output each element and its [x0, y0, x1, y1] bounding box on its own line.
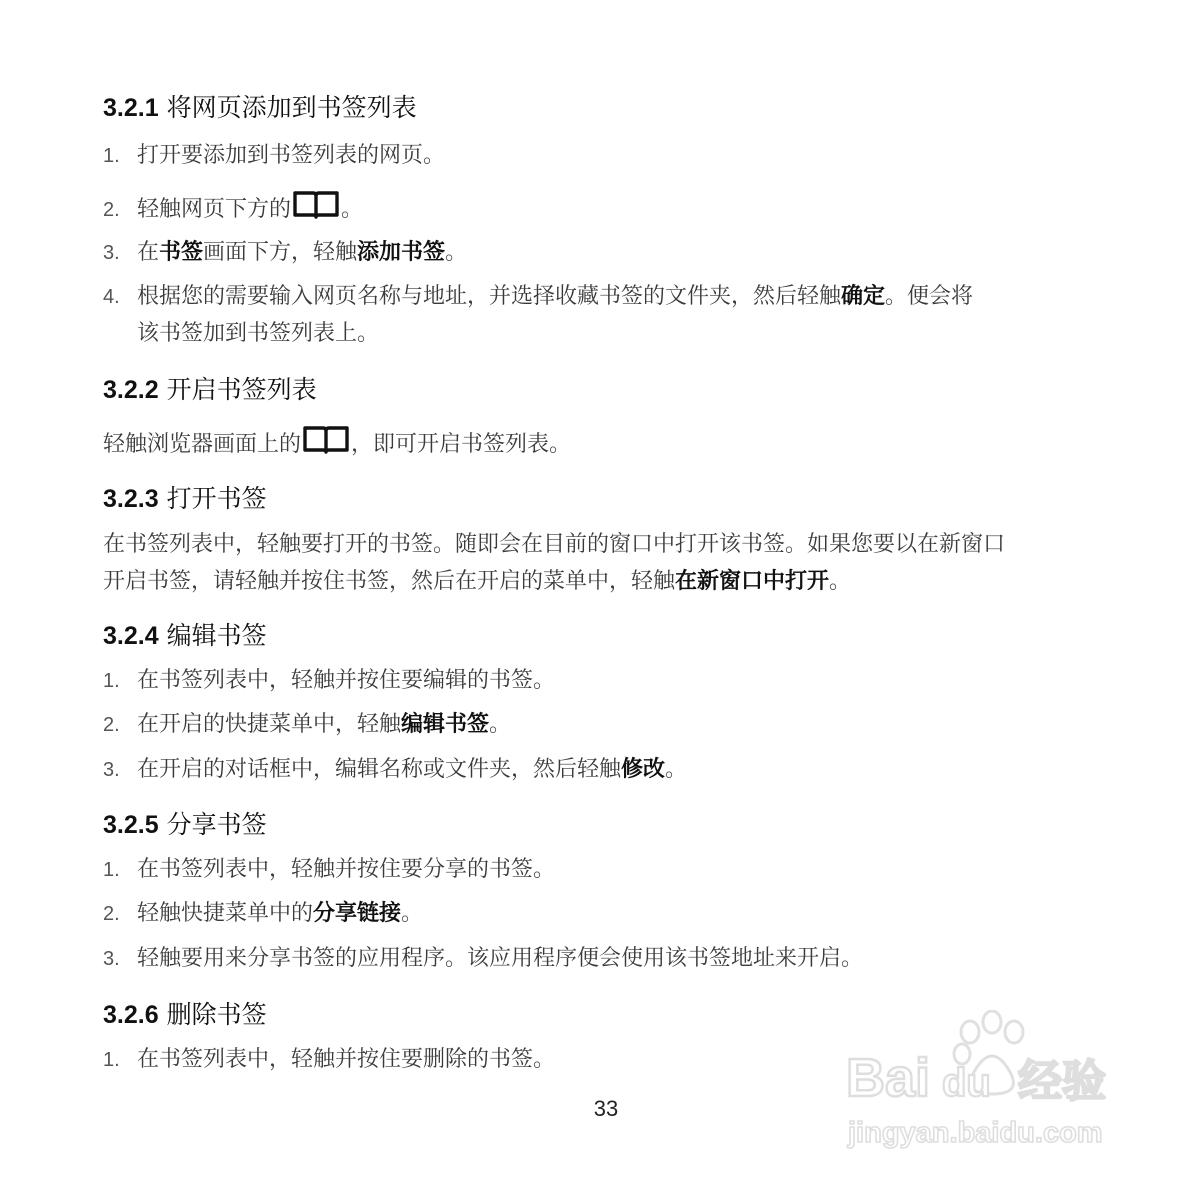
- list-item: 2. 在开启的快捷菜单中，轻触编辑书签。: [103, 712, 512, 737]
- section-heading-3-2-4: 3.2.4 编辑书签: [103, 621, 267, 650]
- section-heading-3-2-2: 3.2.2 开启书签列表: [103, 375, 317, 404]
- list-item: 2. 轻触网页下方的 。: [103, 189, 363, 227]
- list-item: 2. 轻触快捷菜单中的分享链接。: [103, 901, 424, 926]
- svg-text:Bai: Bai: [846, 1048, 931, 1108]
- list-item: 1. 打开要添加到书签列表的网页。: [103, 143, 446, 168]
- open-book-icon: [303, 424, 349, 454]
- list-item: 1. 在书签列表中，轻触并按住要编辑的书签。: [103, 668, 556, 693]
- svg-text:jingyan.baidu.com: jingyan.baidu.com: [848, 1117, 1103, 1149]
- list-item: 3. 轻触要用来分享书签的应用程序。该应用程序便会使用该书签地址来开启。: [103, 946, 864, 971]
- paragraph: 轻触浏览器画面上的 ，即可开启书签列表。: [103, 424, 571, 463]
- list-item: 3. 在书签画面下方，轻触添加书签。: [103, 240, 468, 265]
- svg-text:经验: 经验: [1018, 1056, 1106, 1107]
- list-item: 4. 根据您的需要输入网页名称与地址，并选择收藏书签的文件夹，然后轻触确定。便会将: [103, 284, 974, 309]
- baidu-jingyan-watermark-logo: [842, 1010, 1132, 1160]
- list-item: 1. 在书签列表中，轻触并按住要分享的书签。: [103, 857, 556, 882]
- open-book-icon: [293, 189, 339, 219]
- list-item: 1. 在书签列表中，轻触并按住要删除的书签。: [103, 1047, 556, 1072]
- svg-text:du: du: [942, 1061, 991, 1105]
- section-heading-3-2-6: 3.2.6 删除书签: [103, 1000, 267, 1029]
- section-heading-3-2-5: 3.2.5 分享书签: [103, 810, 267, 839]
- paragraph: 开启书签，请轻触并按住书签，然后在开启的菜单中，轻触在新窗口中打开。: [103, 569, 852, 594]
- list-item-continuation: 该书签加到书签列表上。: [137, 321, 380, 346]
- page-number: 33: [593, 1096, 619, 1121]
- paragraph: 在书签列表中，轻触要打开的书签。随即会在目前的窗口中打开该书签。如果您要以在新窗口: [103, 532, 1006, 557]
- section-heading-3-2-1: 3.2.1 将网页添加到书签列表: [103, 93, 417, 122]
- section-heading-3-2-3: 3.2.3 打开书签: [103, 484, 267, 513]
- list-item: 3. 在开启的对话框中，编辑名称或文件夹，然后轻触修改。: [103, 757, 688, 782]
